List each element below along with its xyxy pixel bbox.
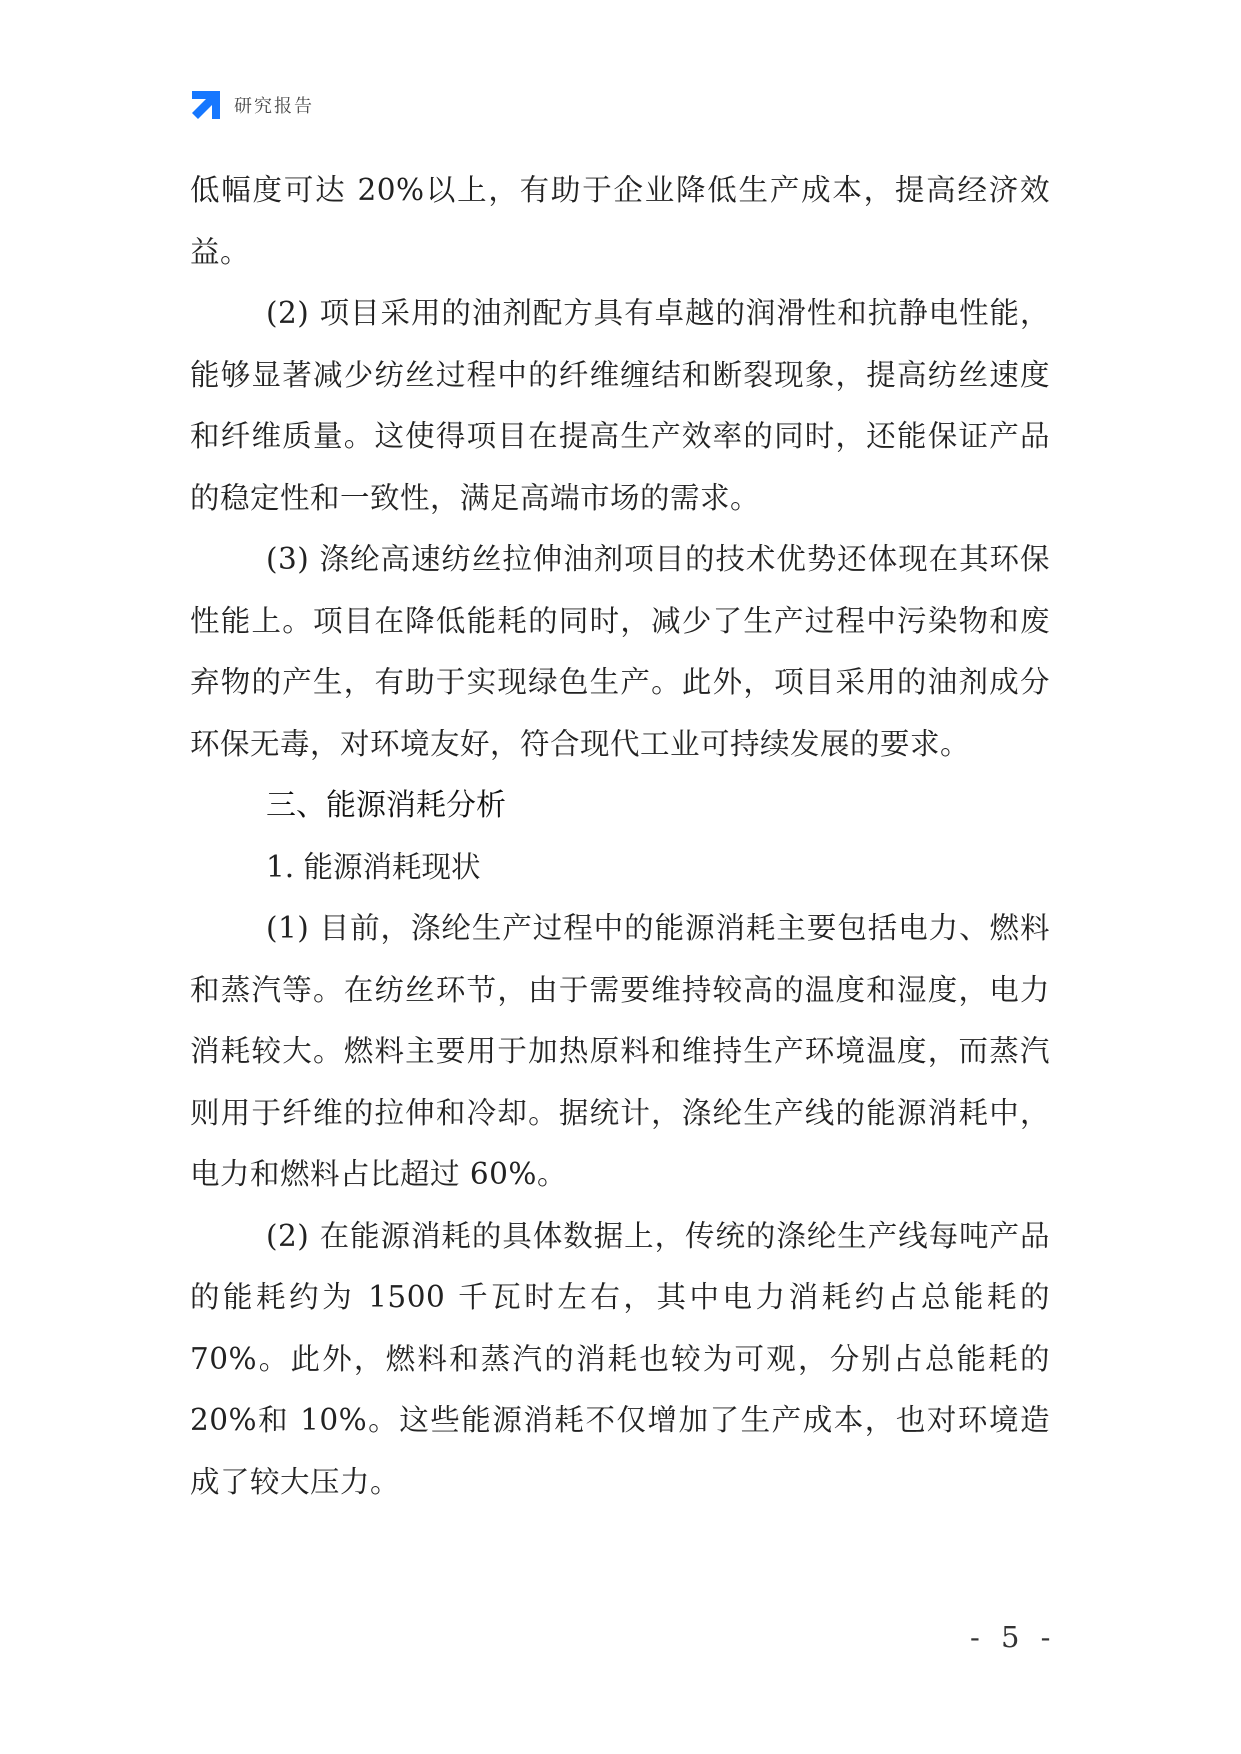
document-body [190, 160, 1050, 1513]
paragraph-continuation: 低幅度可达 20%以上，有助于企业降低生产成本，提高经济效益。 [190, 173, 1050, 269]
report-header [190, 88, 314, 122]
arrow-up-right-logo [190, 89, 222, 121]
paragraph-energy-2: (2) 在能源消耗的具体数据上，传统的涤纶生产线每吨产品的能耗约为 1500 千瓦时左右，其中电力消耗约占总能耗的 70%。此外，燃料和蒸汽的消耗也较为可观，分别占总能耗的 20%和 10%。这些能源消耗不仅增加了生产成本，也对环境造成了较大压力。 [190, 1218, 1050, 1499]
paragraph-energy-1: (1) 目前，涤纶生产过程中的能源消耗主要包括电力、燃料和蒸汽等。在纺丝环节，由于需要维持较高的温度和湿度，电力消耗较大。燃料主要用于加热原料和维持生产环境温度，而蒸汽则用于纤维的拉伸和冷却。据统计，涤纶生产线的能源消耗中，电力和燃料占比超过 60%。 [190, 911, 1050, 1191]
section-heading: 三、能源消耗分析 [266, 788, 506, 823]
paragraph-advantage-2: (2) 项目采用的油剂配方具有卓越的润滑性和抗静电性能，能够显著减少纺丝过程中的纤维缠结和断裂现象，提高纺丝速度和纤维质量。这使得项目在提高生产效率的同时，还能保证产品的稳定性和一致性，满足高端市场的需求。 [190, 296, 1050, 515]
header-title: 研究报告 [234, 96, 314, 117]
page-number: - 5 - [970, 1620, 1057, 1654]
subsection-heading: 1. 能源消耗现状 [266, 849, 481, 884]
paragraph-advantage-3: (3) 涤纶高速纺丝拉伸油剂项目的技术优势还体现在其环保性能上。项目在降低能耗的同时，减少了生产过程中污染物和废弃物的产生，有助于实现绿色生产。此外，项目采用的油剂成分环保无毒，对环境友好，符合现代工业可持续发展的要求。 [190, 542, 1050, 761]
